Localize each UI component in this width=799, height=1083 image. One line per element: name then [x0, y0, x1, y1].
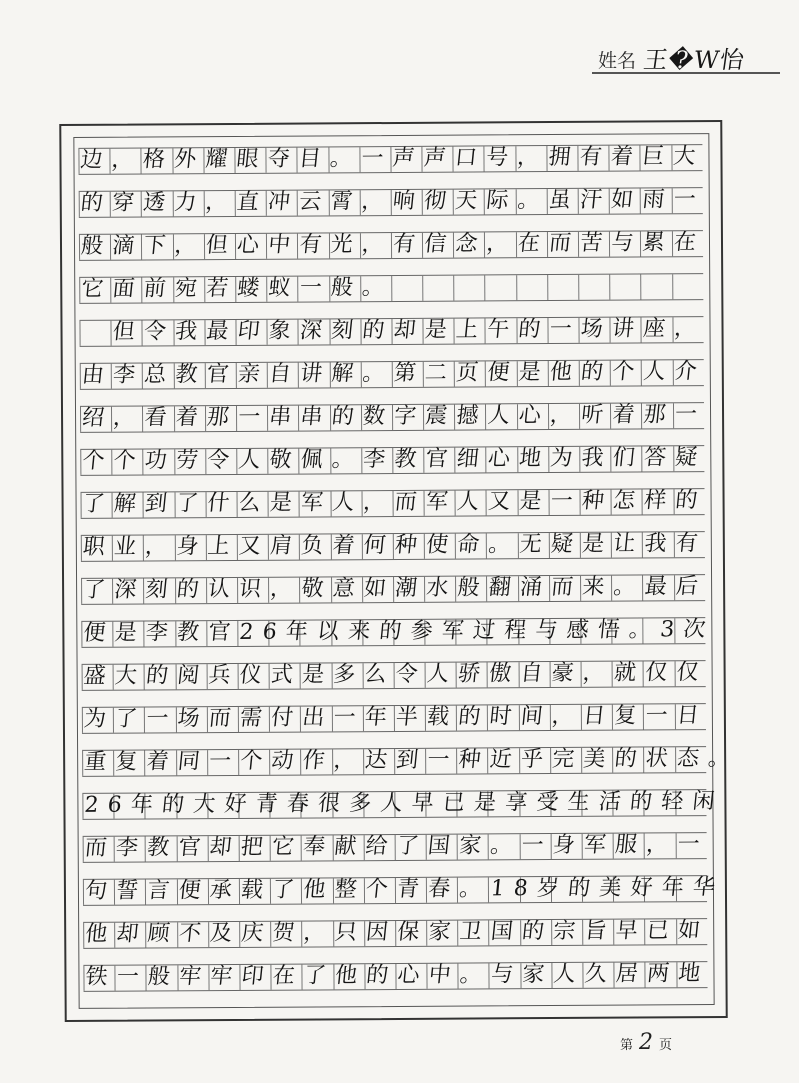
name-label: 姓名: [598, 50, 637, 72]
grid-row: [83, 832, 710, 863]
grid-row: [79, 187, 707, 218]
handwritten-line: 盛大的阅兵仪式是多么令人骄傲自豪，就仅仅: [82, 660, 709, 689]
handwritten-line: 个个功劳令人敬佩。李教官细心地为我们答疑: [81, 445, 708, 474]
grid-row: [82, 745, 741, 777]
page-number: [620, 1030, 672, 1055]
name-area: [592, 40, 782, 74]
handwritten-line: 绍，看着那一串串的数字震撼人心，听着那一: [80, 402, 708, 431]
grid-row: [81, 488, 708, 519]
page-number-value: 2: [639, 1030, 654, 1055]
handwritten-line: 句誓言便承载了他整个青春。18岁的美好年华: [83, 874, 726, 904]
handwritten-line: 但令我最印象深刻的却是上午的一场讲座，: [80, 316, 707, 345]
grid-row: [80, 402, 708, 433]
handwritten-line: 重复着同一个动作，达到一种近乎完美的状态。: [82, 745, 741, 775]
grid-row: [81, 531, 709, 562]
page-suffix: 页: [659, 1038, 673, 1053]
handwritten-line: 便是李教官26年以来的参军过程与感悟。3次: [82, 617, 716, 646]
handwritten-line: 而李教官却把它奉献给了国家。一身军服，一: [83, 832, 710, 861]
handwritten-line: 他却顾不及庆贺，只因保家卫国的宗旨早已如: [84, 918, 711, 947]
grid-row: [82, 660, 709, 691]
handwritten-line: 铁一般牢牢印在了他的心中。与家人久居两地: [84, 961, 711, 990]
grid-row: [83, 961, 711, 992]
handwritten-line: 了深刻的认识，敬意如潮水般翻涌而来。最后: [81, 574, 709, 603]
handwritten-line: 边，格外耀眼夺目。一声声口号，拥有着巨大: [79, 144, 706, 173]
grid-row: [82, 703, 710, 734]
grid-row: [82, 788, 725, 820]
grid-row: [81, 617, 716, 648]
name-value: 王�W怡: [641, 46, 747, 74]
handwritten-line: 职业，身上又肩负着何种使命。无疑是让我有: [81, 531, 709, 560]
grid-row: [80, 359, 708, 390]
handwritten-line: 的穿透力，直冲云霄，响彻天际。虽汗如雨一: [79, 187, 707, 216]
grid-row: [83, 918, 711, 949]
grid-row: [79, 273, 703, 304]
grid-row: [79, 230, 707, 261]
page-prefix: 第: [620, 1038, 634, 1053]
writing-grid: [78, 144, 741, 1008]
grid-row: [83, 874, 726, 906]
grid-row: [79, 316, 707, 347]
name-underline: [592, 72, 780, 74]
grid-row: [78, 144, 706, 175]
writing-grid-frame: [73, 133, 741, 1009]
handwritten-line: 为了一场而需付出一年半载的时间，日复一日: [82, 703, 710, 732]
handwritten-line: 由李总教官亲自讲解。第二页便是他的个人介: [80, 359, 708, 388]
handwritten-line: 般滴下，但心中有光，有信念，在而苦与累在: [79, 230, 707, 259]
grid-row: [81, 574, 709, 605]
grid-row: [80, 445, 708, 476]
handwritten-line: 26年的大好青春很多人早已是享受生活的轻闲: [83, 788, 725, 818]
handwritten-line: 了解到了什么是军人，而军人又是一种怎样的: [81, 488, 708, 517]
handwritten-line: 它面前宛若蝼蚁一般。: [80, 274, 395, 302]
